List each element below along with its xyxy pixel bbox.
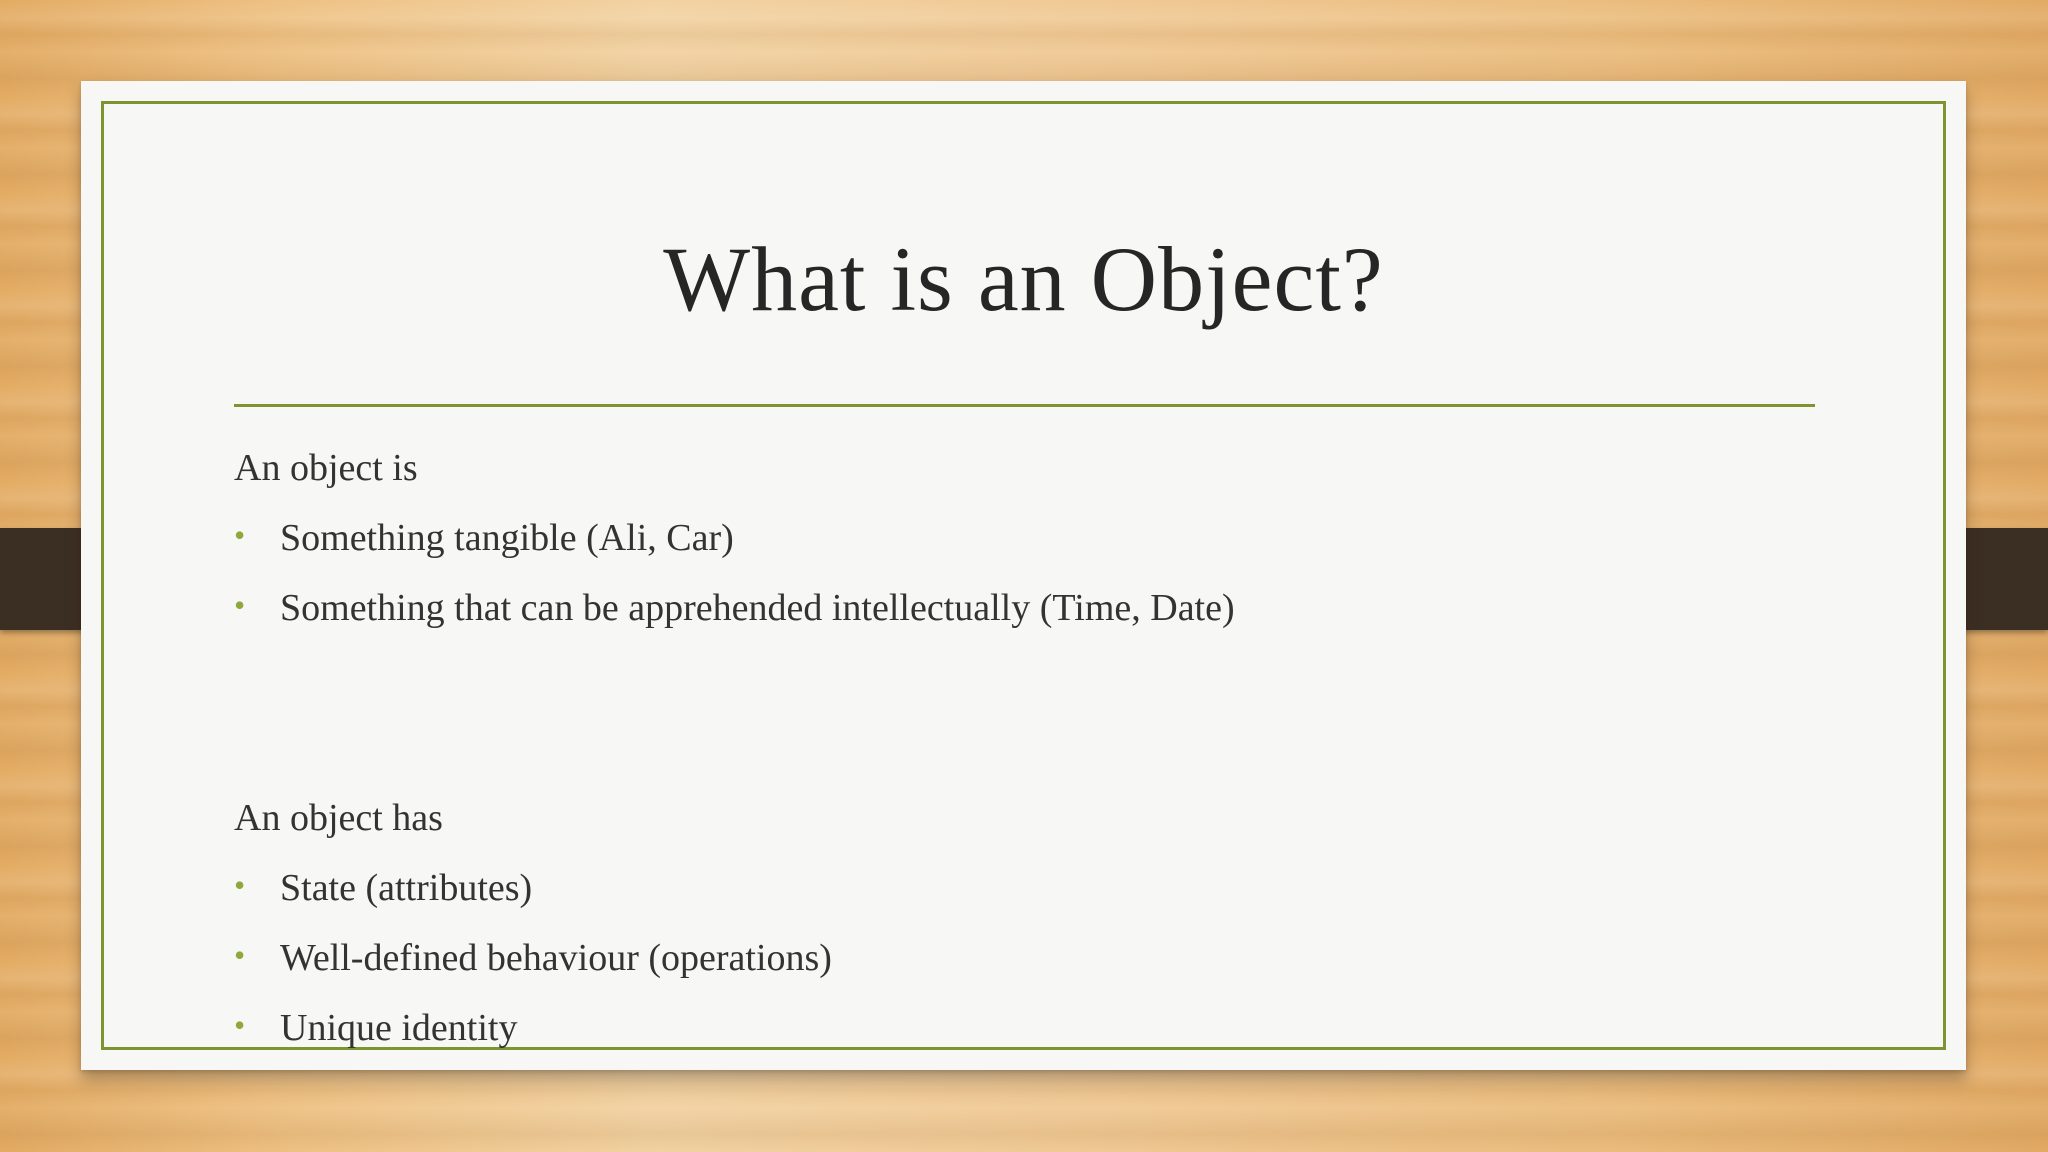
bullet-icon: •: [234, 1007, 246, 1043]
slide-body: [234, 433, 1794, 1063]
section-lead-object-has: An object has: [234, 797, 443, 839]
slide-title: What is an Object?: [663, 228, 1384, 330]
bullet-icon: •: [234, 867, 246, 903]
bullet-item: [234, 923, 1794, 993]
section-spacer: [234, 643, 1794, 783]
bullet-text: Unique identity: [280, 1007, 518, 1049]
title-divider: [234, 404, 1815, 407]
slide: [81, 81, 1966, 1070]
bullet-item: [234, 993, 1794, 1063]
bullet-item: [234, 853, 1794, 923]
bullet-icon: •: [234, 517, 246, 553]
bullet-text: State (attributes): [280, 867, 533, 909]
bullet-icon: •: [234, 937, 246, 973]
bullet-item: [234, 573, 1794, 643]
bullet-item: [234, 503, 1794, 573]
section-lead-object-is: An object is: [234, 447, 418, 489]
bullet-text: Well-defined behaviour (operations): [280, 937, 832, 979]
bullet-icon: •: [234, 587, 246, 623]
bullet-text: Something tangible (Ali, Car): [280, 517, 734, 559]
bullet-text: Something that can be apprehended intellectually (Time, Date): [280, 587, 1235, 629]
